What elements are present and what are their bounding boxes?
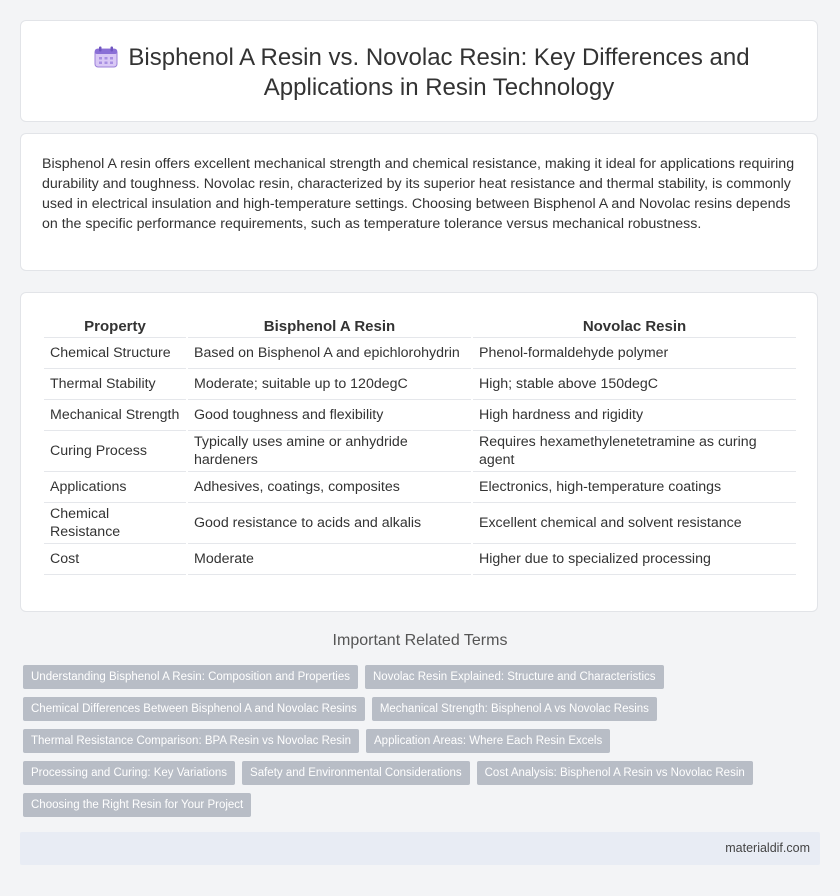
table-cell: Mechanical Strength [44,400,186,431]
table-cell: High hardness and rigidity [473,400,796,431]
intro-paragraph: Bisphenol A resin offers excellent mechanical strength and chemical resistance, making it ideal for applications requiring durability and toughness. Novolac resin, characterized by its superior heat resistance and thermal stability, is commonly used in electrical insulation and high-temperature settings. Choosing between Bisphenol A and Novolac resins depends on the specific performance requirements, such as temperature tolerance versus mechanical robustness. [42,156,795,232]
table-cell: Applications [44,472,186,503]
related-term-tag[interactable]: Chemical Differences Between Bisphenol A and Novolac Resins [23,697,365,721]
table-row [44,503,796,544]
related-term-tag[interactable]: Processing and Curing: Key Variations [23,761,235,785]
table-cell: High; stable above 150degC [473,369,796,400]
table-cell: Requires hexamethylenetetramine as curing agent [473,431,796,472]
table-cell: Chemical Structure [44,338,186,369]
related-term-tag[interactable]: Novolac Resin Explained: Structure and Characteristics [365,665,664,689]
table-cell: Electronics, high-temperature coatings [473,472,796,503]
table-cell: Chemical Resistance [44,503,186,544]
column-header-property: Property [44,315,186,338]
related-term-tag[interactable]: Safety and Environmental Considerations [242,761,470,785]
table-row [44,544,796,575]
footer-site-name[interactable]: materialdif.com [725,841,810,855]
table-cell: Based on Bisphenol A and epichlorohydrin [188,338,471,369]
column-header-bisphenol: Bisphenol A Resin [188,315,471,338]
related-terms-list [23,665,803,817]
table-cell: Curing Process [44,431,186,472]
table-cell: Good toughness and flexibility [188,400,471,431]
related-term-tag[interactable]: Application Areas: Where Each Resin Excels [366,729,610,753]
table-cell: Moderate; suitable up to 120degC [188,369,471,400]
table-row [44,400,796,431]
table-header-row [44,315,796,338]
table-cell: Excellent chemical and solvent resistance [473,503,796,544]
related-term-tag[interactable]: Mechanical Strength: Bisphenol A vs Novolac Resins [372,697,657,721]
page-title: Bisphenol A Resin vs. Novolac Resin: Key Differences and Applications in Resin Technology [128,44,750,101]
table-cell: Adhesives, coatings, composites [188,472,471,503]
table-cell: Phenol-formaldehyde polymer [473,338,796,369]
table-cell: Good resistance to acids and alkalis [188,503,471,544]
title-card [20,20,818,122]
table-row [44,338,796,369]
footer [20,832,820,865]
table-row [44,431,796,472]
table-row [44,472,796,503]
table-cell: Higher due to specialized processing [473,544,796,575]
column-header-novolac: Novolac Resin [473,315,796,338]
table-row [44,369,796,400]
comparison-table-card [20,292,818,612]
table-cell: Typically uses amine or anhydride hardeners [188,431,471,472]
related-term-tag[interactable]: Thermal Resistance Comparison: BPA Resin vs Novolac Resin [23,729,359,753]
related-term-tag[interactable]: Cost Analysis: Bisphenol A Resin vs Novolac Resin [477,761,753,785]
related-term-tag[interactable]: Understanding Bisphenol A Resin: Composition and Properties [23,665,358,689]
comparison-table [42,315,798,575]
intro-card [20,133,818,271]
related-term-tag[interactable]: Choosing the Right Resin for Your Project [23,793,251,817]
related-terms-heading: Important Related Terms [332,632,508,649]
table-cell: Moderate [188,544,471,575]
table-cell: Thermal Stability [44,369,186,400]
table-cell: Cost [44,544,186,575]
